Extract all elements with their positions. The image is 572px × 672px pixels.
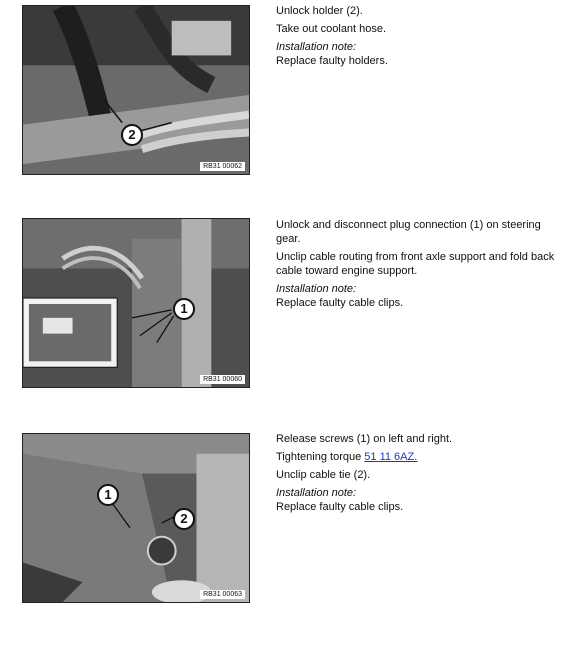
photo-screws-cable-tie bbox=[22, 433, 250, 603]
installation-note-text: Replace faulty cable clips. bbox=[276, 297, 404, 309]
callout-1: 1 bbox=[97, 484, 119, 506]
instruction: Unlock holder (2). bbox=[276, 5, 363, 17]
step-1-text bbox=[276, 4, 562, 72]
photo-screws-cable-tie-image bbox=[23, 434, 249, 602]
photo-coolant-hose bbox=[22, 5, 250, 175]
instruction: Take out coolant hose. bbox=[276, 23, 387, 35]
installation-note-label: Installation note: bbox=[276, 487, 357, 499]
tightening-torque-line bbox=[276, 450, 562, 464]
installation-note-text: Replace faulty cable clips. bbox=[276, 501, 404, 513]
step-2-text bbox=[276, 218, 562, 314]
photo-coolant-hose-image bbox=[23, 6, 249, 174]
callout-2: 2 bbox=[173, 508, 195, 530]
installation-note-label: Installation note: bbox=[276, 283, 357, 295]
photo-plug-connection bbox=[22, 218, 250, 388]
figure-id: RB31 00063 bbox=[200, 590, 245, 599]
figure-id: RB31 00062 bbox=[200, 162, 245, 171]
installation-note-label: Installation note: bbox=[276, 41, 357, 53]
callout-1: 1 bbox=[173, 298, 195, 320]
step-3-text bbox=[276, 432, 562, 518]
instruction: Release screws (1) on left and right. bbox=[276, 433, 453, 445]
instruction: Unlock and disconnect plug connection (1) on steering gear. bbox=[276, 219, 541, 245]
instruction: Unclip cable routing from front axle support and fold back cable toward engine support. bbox=[276, 251, 555, 277]
installation-note-text: Replace faulty holders. bbox=[276, 55, 388, 67]
photo-plug-connection-image bbox=[23, 219, 249, 387]
instruction: Unclip cable tie (2). bbox=[276, 469, 371, 481]
torque-spec-link[interactable]: 51 11 6AZ. bbox=[364, 451, 418, 463]
callout-2: 2 bbox=[121, 124, 143, 146]
figure-id: RB31 00060 bbox=[200, 375, 245, 384]
tightening-torque-label: Tightening torque bbox=[276, 451, 362, 463]
